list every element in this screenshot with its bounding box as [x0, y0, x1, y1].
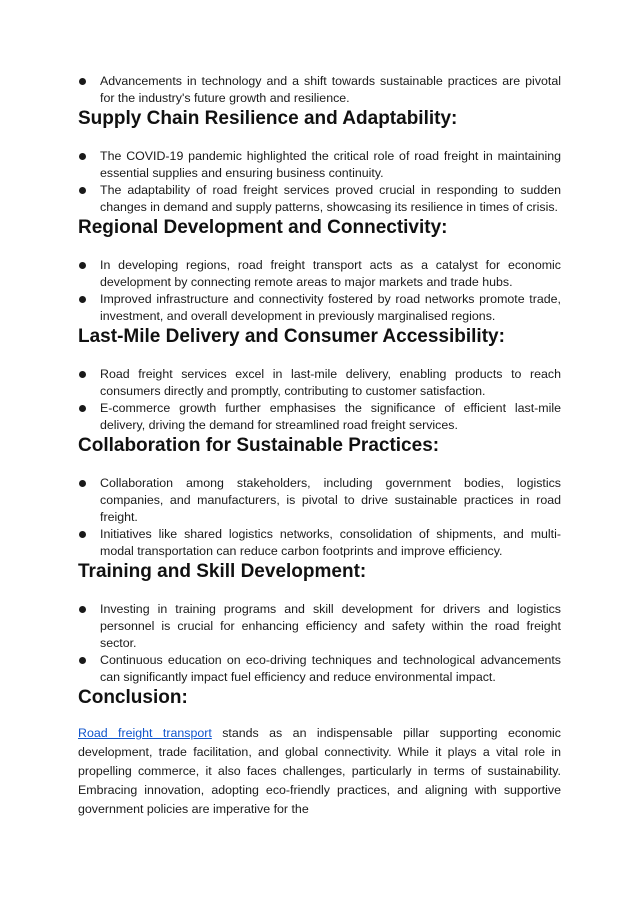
list-item: The COVID-19 pandemic highlighted the critical role of road freight in maintaining essential supplies and ensuring business continuity.	[78, 148, 561, 182]
bullet-dot-icon	[79, 78, 86, 85]
document-content	[78, 73, 561, 819]
training-bullet-list	[78, 601, 561, 686]
bullet-dot-icon	[79, 405, 86, 412]
list-item: Advancements in technology and a shift towards sustainable practices are pivotal for the industry's future growth and resilience.	[78, 73, 561, 107]
list-item: Improved infrastructure and connectivity fostered by road networks promote trade, investment, and overall development in previously marginalised regions.	[78, 291, 561, 325]
regional-development-bullet-list	[78, 257, 561, 325]
list-item: Collaboration among stakeholders, including government bodies, logistics companies, and manufacturers, is pivotal to drive sustainable practices in road freight.	[78, 475, 561, 526]
intro-bullet-list	[78, 73, 561, 107]
list-item: Initiatives like shared logistics networks, consolidation of shipments, and multi-modal transportation can reduce carbon footprints and improve efficiency.	[78, 526, 561, 560]
section-heading-supply-chain: Supply Chain Resilience and Adaptability:	[78, 108, 458, 129]
bullet-dot-icon	[79, 531, 86, 538]
list-item: Continuous education on eco-driving techniques and technological advancements can significantly impact fuel efficiency and reduce environmental impact.	[78, 652, 561, 686]
section-heading-training: Training and Skill Development:	[78, 561, 367, 582]
section-heading-conclusion: Conclusion:	[78, 687, 188, 708]
collaboration-bullet-list	[78, 475, 561, 560]
section-heading-last-mile: Last-Mile Delivery and Consumer Accessibility:	[78, 326, 505, 347]
bullet-dot-icon	[79, 657, 86, 664]
road-freight-transport-link[interactable]: Road freight transport	[78, 726, 212, 740]
bullet-dot-icon	[79, 606, 86, 613]
list-item: In developing regions, road freight transport acts as a catalyst for economic development by connecting remote areas to major markets and trade hubs.	[78, 257, 561, 291]
list-item: Road freight services excel in last-mile delivery, enabling products to reach consumers directly and promptly, contributing to customer satisfaction.	[78, 366, 561, 400]
conclusion-paragraph	[78, 724, 561, 819]
bullet-dot-icon	[79, 262, 86, 269]
list-item: The adaptability of road freight services proved crucial in responding to sudden changes in demand and supply patterns, showcasing its resilience in times of crisis.	[78, 182, 561, 216]
bullet-dot-icon	[79, 187, 86, 194]
bullet-dot-icon	[79, 296, 86, 303]
list-item: Investing in training programs and skill development for drivers and logistics personnel is crucial for enhancing efficiency and safety within the road freight sector.	[78, 601, 561, 652]
last-mile-bullet-list	[78, 366, 561, 434]
supply-chain-bullet-list	[78, 148, 561, 216]
section-heading-collaboration: Collaboration for Sustainable Practices:	[78, 435, 440, 456]
bullet-dot-icon	[79, 153, 86, 160]
bullet-dot-icon	[79, 480, 86, 487]
bullet-dot-icon	[79, 371, 86, 378]
section-heading-regional-development: Regional Development and Connectivity:	[78, 217, 448, 238]
list-item: E-commerce growth further emphasises the significance of efficient last-mile delivery, driving the demand for streamlined road freight services.	[78, 400, 561, 434]
conclusion-text: stands as an indispensable pillar supporting economic development, trade facilitation, and global connectivity. While it plays a vital role in propelling commerce, it also faces challenges, particularly in terms of sustainability. Embracing innovation, adopting eco-friendly practices, and aligning with supportive government policies are imperative for the	[78, 726, 562, 816]
